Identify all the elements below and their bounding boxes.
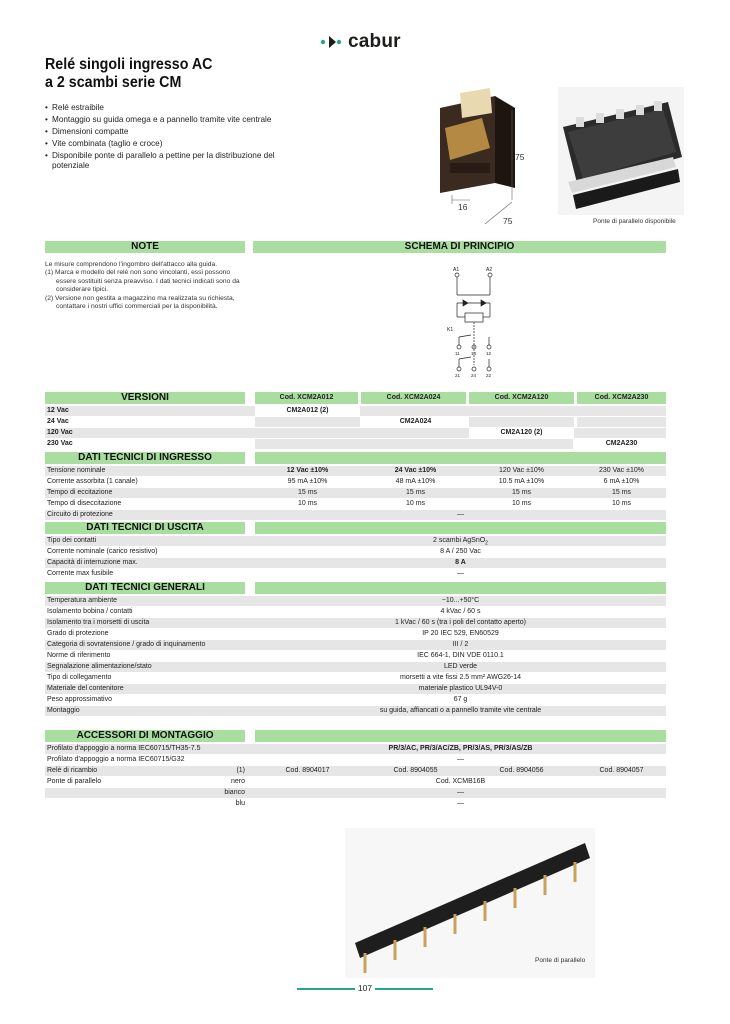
row-label: Profilato d'appoggio a norma IEC60715/G32 [47, 756, 185, 763]
cell: −10...+50°C [441, 597, 480, 604]
table-row [45, 488, 666, 498]
page-number: 107 [357, 983, 373, 993]
table-row [45, 439, 666, 449]
cell: 1 kVac / 60 s (tra i poli del contatto aperto) [395, 619, 526, 626]
version-code: CM2A012 (2) [286, 407, 329, 414]
row-label: Materiale del contenitore [47, 685, 124, 692]
table-row [45, 499, 666, 509]
cell: morsetti a vite fissi 2.5 mm² AWG26-14 [399, 674, 522, 681]
dimension-lines [440, 100, 540, 230]
cell: LED verde [443, 663, 478, 670]
table-row [45, 777, 666, 787]
table-row [45, 607, 666, 617]
parallel-bridge-photo [345, 828, 595, 978]
table-row [45, 662, 666, 672]
row-label: Corrente max fusibile [47, 570, 114, 577]
table-row [45, 596, 666, 606]
row-note: (1) [236, 767, 245, 774]
row-label: 12 Vac [47, 407, 69, 414]
cell: IP 20 IEC 529, EN60529 [422, 630, 499, 637]
input-heading: DATI TECNICI DI INGRESSO [45, 452, 245, 464]
page-title [45, 56, 266, 92]
feature-item: • Vite combinata (taglio e croce) [45, 139, 285, 149]
cell: 10 ms [611, 500, 632, 507]
cell-subscript: 2 [485, 540, 488, 547]
brand-name: cabur [348, 31, 401, 52]
table-row [45, 428, 666, 438]
row-label: Peso approssimativo [47, 696, 112, 703]
cell: 12 Vac ±10% [286, 467, 329, 474]
row-note: blu [235, 800, 245, 807]
note-line: Le misure comprendono l'ingombro dell'attacco alla guida. [45, 261, 218, 268]
cell: 48 mA ±10% [395, 478, 436, 485]
table-row [45, 651, 666, 661]
cell: 10 ms [297, 500, 318, 507]
cell: 10 ms [511, 500, 532, 507]
table-row [45, 766, 666, 776]
diagram-label: 22 [486, 373, 492, 378]
table-row [45, 466, 666, 476]
notes-text [45, 261, 250, 311]
general-heading: DATI TECNICI GENERALI [45, 582, 245, 594]
schema-heading: SCHEMA DI PRINCIPIO [253, 241, 666, 253]
table-row [45, 406, 666, 416]
row-label: Grado di protezione [47, 630, 109, 637]
table-row [45, 547, 666, 557]
feature-item: • Dimensioni compatte [45, 127, 285, 137]
note-line: (2) Versione non gestita a magazzino ma realizzata su richiesta, contattare i nostri uffici commerciali per la disponibilità. [45, 294, 235, 311]
feature-item: • Disponibile ponte di parallelo a pettine per la distribuzione del potenziale [45, 151, 285, 171]
diagram-label: 11 [455, 351, 460, 356]
dim-width: 16 [458, 202, 468, 212]
cell: 8 A [455, 559, 466, 566]
cell: Cod. 8904017 [285, 767, 330, 774]
row-label: 24 Vac [47, 418, 69, 425]
diagram-label: 14 [471, 351, 477, 356]
diagram-label: 12 [486, 351, 492, 356]
feature-item: • Montaggio su guida omega e a pannello tramite vite centrale [45, 115, 285, 125]
table-row [45, 755, 666, 765]
row-label: Segnalazione alimentazione/stato [47, 663, 152, 670]
cell: — [457, 511, 464, 518]
cell: 4 kVac / 60 s [440, 608, 481, 615]
table-row [45, 477, 666, 487]
cell: 8 A / 250 Vac [440, 548, 481, 555]
cell: 15 ms [611, 489, 632, 496]
row-label: Relè di ricambio [47, 767, 98, 774]
table-row [45, 618, 666, 628]
cell: Cod. 8904057 [599, 767, 644, 774]
diagram-label: 24 [471, 373, 477, 378]
row-label: Temperatura ambiente [47, 597, 118, 604]
row-label: Tipo dei contatti [47, 537, 97, 544]
cell: materiale plastico UL94V-0 [418, 685, 503, 692]
column-header: Cod. XCM2A120 [469, 392, 574, 404]
cell: 15 ms [297, 489, 318, 496]
table-row [45, 640, 666, 650]
feature-list [45, 103, 285, 173]
accessories-heading: ACCESSORI DI MONTAGGIO [45, 730, 245, 742]
bottom-photo-caption: Ponte di parallelo [535, 957, 586, 964]
row-label: 230 Vac [47, 440, 73, 447]
wiring-diagram [445, 265, 505, 380]
cell: 120 Vac ±10% [499, 467, 544, 474]
table-row [45, 417, 666, 427]
table-row [45, 536, 666, 546]
diagram-label: A2 [486, 267, 493, 273]
row-label: Norme di riferimento [47, 652, 111, 659]
cell-value: 2 scambi AgSnO [433, 537, 486, 544]
row-label: Circuito di protezione [47, 511, 113, 518]
table-row [45, 629, 666, 639]
row-label: Tempo di diseccitazione [47, 500, 122, 507]
row-label: Profilato d'appoggio a norma IEC60715/TH35-7.5 [47, 745, 201, 752]
column-header: Cod. XCM2A012 [255, 392, 358, 404]
title-line-2: a 2 scambi serie CM [45, 74, 182, 91]
cell: Cod. 8904056 [499, 767, 544, 774]
row-label: Ponte di parallelo [47, 778, 102, 785]
cell: — [457, 570, 464, 577]
cell: Cod. 8904055 [393, 767, 438, 774]
notes-heading: NOTE [45, 241, 245, 253]
cell: Cod. XCMB16B [435, 778, 486, 785]
cell: III / 2 [452, 641, 469, 648]
row-note: nero [230, 778, 245, 785]
version-code: CM2A024 [399, 418, 432, 425]
table-row [45, 695, 666, 705]
cell: su guida, affiancati o a pannello tramite vite centrale [379, 707, 542, 714]
row-label: Corrente assorbita (1 canale) [47, 478, 138, 485]
cell: — [457, 756, 464, 763]
cell: 15 ms [511, 489, 532, 496]
row-label: 120 Vac [47, 429, 73, 436]
versions-heading: VERSIONI [45, 392, 245, 404]
bridge-photo-caption: Ponte di parallelo disponibile [593, 218, 676, 225]
cell: 10.5 mA ±10% [498, 478, 545, 485]
footer-line-right [375, 988, 433, 990]
diagram-label: 21 [455, 373, 461, 378]
cell: 15 ms [405, 489, 426, 496]
row-label: Categoria di sovratensione / grado di inquinamento [47, 641, 206, 648]
column-header: Cod. XCM2A024 [361, 392, 466, 404]
row-label: Montaggio [47, 707, 80, 714]
dim-height: 75 [515, 152, 525, 162]
column-header: Cod. XCM2A230 [577, 392, 666, 404]
table-row [45, 569, 666, 579]
brand-logo [320, 30, 401, 54]
output-heading: DATI TECNICI DI USCITA [45, 522, 245, 534]
table-row [45, 558, 666, 568]
cell: 10 ms [405, 500, 426, 507]
row-label: Tipo di collegamento [47, 674, 112, 681]
brand-logo-icon [320, 34, 344, 50]
table-row [45, 799, 666, 809]
relay-bank-photo [558, 87, 684, 215]
cell: 230 Vac ±10% [599, 467, 644, 474]
row-note: bianco [224, 789, 245, 796]
cell: — [457, 800, 464, 807]
cell: PR/3/AC, PR/3/AC/ZB, PR/3/AS, PR/3/AS/ZB [388, 745, 533, 752]
diagram-label: K1 [447, 327, 454, 333]
cell: 6 mA ±10% [603, 478, 640, 485]
version-code: CM2A120 (2) [500, 429, 543, 436]
row-label: Tensione nominale [47, 467, 106, 474]
table-row [45, 673, 666, 683]
table-row [45, 706, 666, 716]
feature-item: • Relé estraibile [45, 103, 285, 113]
table-row [45, 510, 666, 520]
cell: — [457, 789, 464, 796]
row-label: Isolamento tra i morsetti di uscita [47, 619, 150, 626]
cell: 24 Vac ±10% [394, 467, 437, 474]
note-line: (1) Marca e modello del relé non sono vincolanti, essi possono essere sostituiti senza preavviso. I dati tecnici indicati sono da considerare tipici. [45, 269, 240, 294]
cell: IEC 664-1, DIN VDE 0110.1 [417, 652, 504, 659]
version-code: CM2A230 [605, 440, 638, 447]
title-line-1: Relé singoli ingresso AC [45, 56, 213, 73]
diagram-label: A1 [453, 267, 460, 273]
row-label: Isolamento bobina / contatti [47, 608, 133, 615]
table-row [45, 744, 666, 754]
table-row [45, 788, 666, 798]
dim-depth: 75 [503, 216, 513, 226]
row-label: Capacità di interruzione max. [47, 559, 138, 566]
table-row [45, 684, 666, 694]
row-label: Corrente nominale (carico resistivo) [47, 548, 158, 555]
cell: 67 g [453, 696, 468, 703]
footer-line-left [297, 988, 355, 990]
row-label: Tempo di eccitazione [47, 489, 113, 496]
cell: 95 mA ±10% [287, 478, 328, 485]
